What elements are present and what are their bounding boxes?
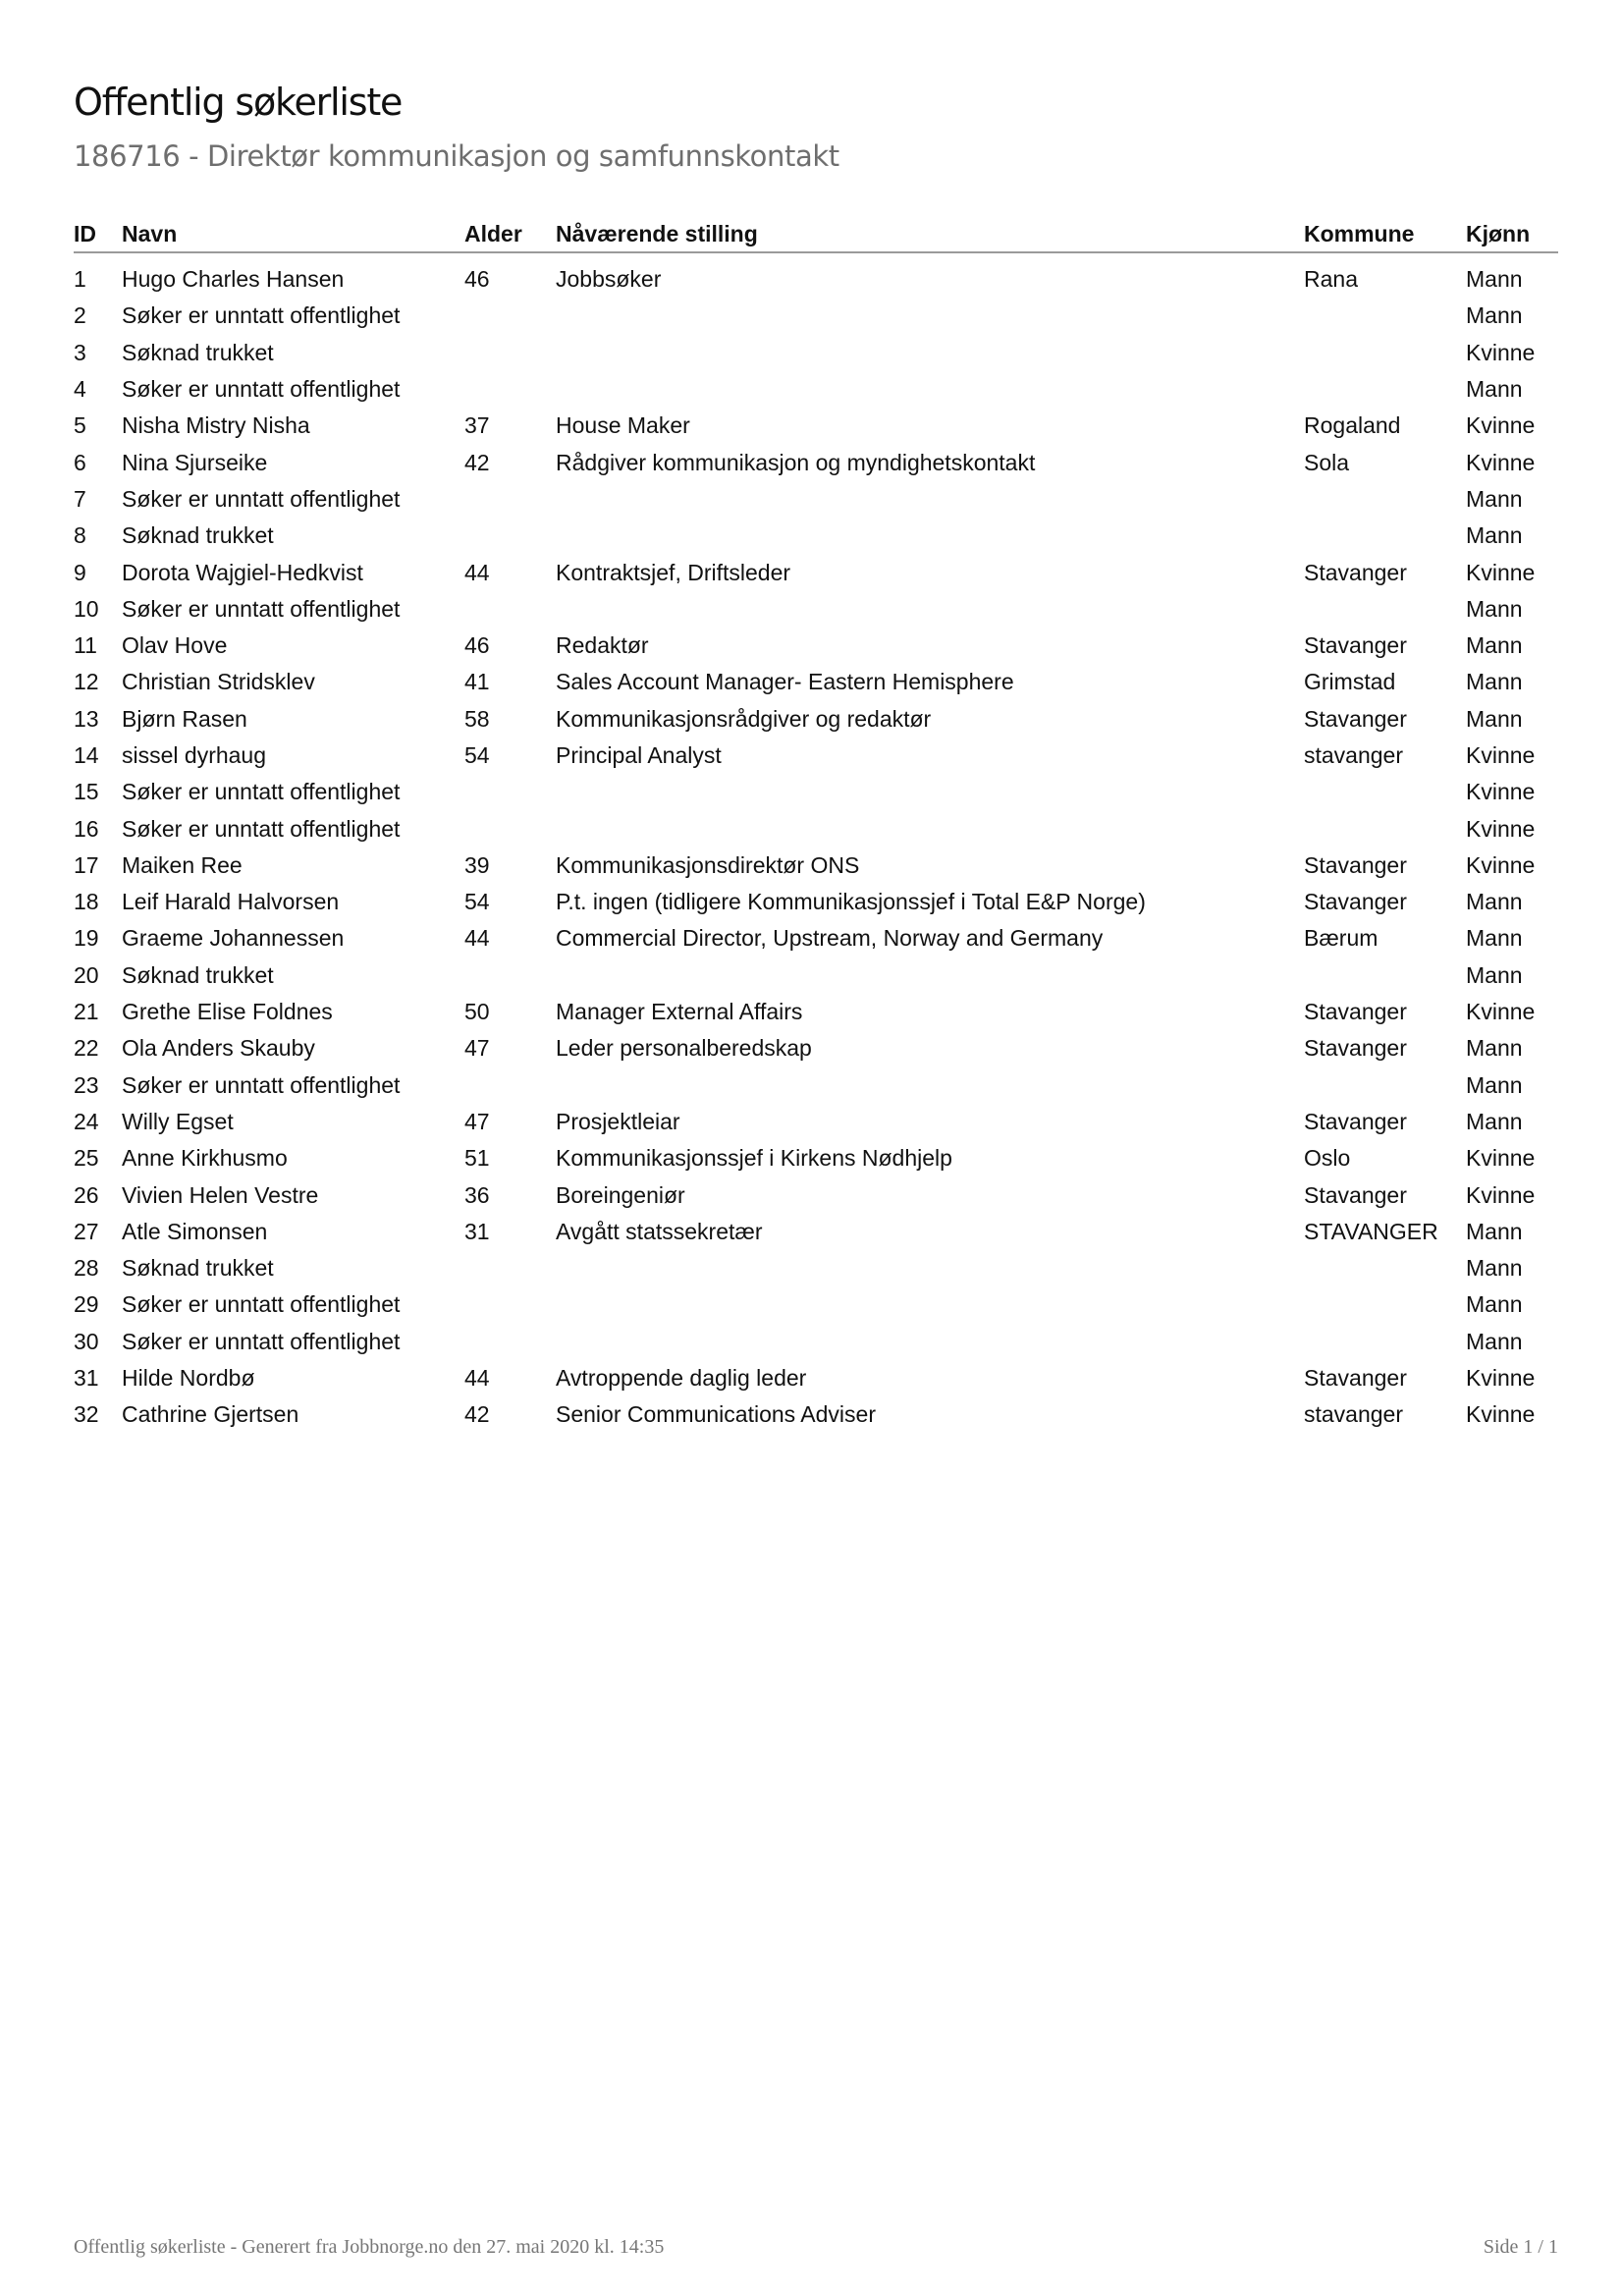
cell-kjonn: Mann — [1466, 1035, 1523, 1062]
table-row — [74, 1286, 1558, 1323]
table-row — [74, 1396, 1558, 1433]
cell-id: 20 — [74, 961, 99, 988]
cell-alder: 54 — [464, 889, 490, 915]
cell-navn: Maiken Ree — [122, 851, 243, 878]
table-row — [74, 628, 1558, 664]
table-row — [74, 298, 1558, 334]
cell-kjonn: Mann — [1466, 632, 1523, 659]
cell-kommune: stavanger — [1304, 742, 1404, 768]
cell-alder: 44 — [464, 925, 490, 952]
table-row — [74, 920, 1558, 957]
cell-kjonn: Kvinne — [1466, 1401, 1536, 1428]
cell-navn: Cathrine Gjertsen — [122, 1401, 299, 1428]
cell-stilling: Avtroppende daglig leder — [556, 1365, 807, 1392]
applicant-table-body — [74, 252, 1558, 1434]
cell-id: 6 — [74, 449, 86, 475]
cell-stilling: Senior Communications Adviser — [556, 1401, 876, 1428]
cell-stilling — [556, 371, 1304, 408]
page-subtitle: 186716 - Direktør kommunikasjon og samfunnskontakt — [74, 139, 839, 173]
cell-kjonn: Kvinne — [1466, 1365, 1536, 1392]
cell-kjonn: Mann — [1466, 485, 1523, 512]
cell-kjonn: Mann — [1466, 1218, 1523, 1244]
cell-alder: 44 — [464, 1365, 490, 1392]
cell-id: 32 — [74, 1401, 99, 1428]
cell-stilling: Kontraktsjef, Driftsleder — [556, 559, 791, 585]
cell-stilling — [556, 298, 1304, 334]
cell-kommune — [1304, 774, 1466, 810]
cell-kommune — [1304, 518, 1466, 554]
table-row — [74, 252, 1558, 298]
cell-alder — [464, 371, 556, 408]
cell-kjonn: Mann — [1466, 669, 1523, 695]
cell-navn: Bjørn Rasen — [122, 705, 247, 732]
cell-alder: 31 — [464, 1218, 490, 1244]
cell-navn: Anne Kirkhusmo — [122, 1145, 288, 1172]
cell-navn: Søker er unntatt offentlighet — [122, 595, 401, 622]
table-row — [74, 1140, 1558, 1176]
cell-kjonn: Mann — [1466, 302, 1523, 329]
table-row — [74, 554, 1558, 590]
cell-id: 5 — [74, 412, 86, 439]
cell-alder — [464, 1250, 556, 1286]
cell-stilling: Manager External Affairs — [556, 999, 803, 1025]
cell-kommune: Stavanger — [1304, 851, 1407, 878]
cell-id: 11 — [74, 632, 97, 659]
cell-id: 2 — [74, 302, 86, 329]
cell-kjonn: Mann — [1466, 1291, 1523, 1318]
cell-kommune: Stavanger — [1304, 632, 1407, 659]
cell-kjonn: Kvinne — [1466, 1145, 1536, 1172]
cell-kjonn: Mann — [1466, 961, 1523, 988]
table-row — [74, 1360, 1558, 1396]
cell-alder — [464, 1324, 556, 1360]
table-row — [74, 335, 1558, 371]
cell-alder: 46 — [464, 266, 490, 293]
cell-navn: Vivien Helen Vestre — [122, 1181, 319, 1208]
table-row — [74, 591, 1558, 628]
cell-stilling — [556, 957, 1304, 994]
cell-navn: Hilde Nordbø — [122, 1365, 255, 1392]
cell-alder — [464, 774, 556, 810]
footer-generated-text: Offentlig søkerliste - Generert fra Jobbnorge.no den 27. mai 2020 kl. 14:35 — [74, 2236, 665, 2258]
cell-navn: Grethe Elise Foldnes — [122, 999, 333, 1025]
cell-stilling: Commercial Director, Upstream, Norway and Germany — [556, 925, 1104, 952]
cell-id: 28 — [74, 1255, 99, 1282]
cell-kommune: Stavanger — [1304, 1365, 1407, 1392]
cell-id: 3 — [74, 339, 86, 365]
cell-navn: Søker er unntatt offentlighet — [122, 302, 401, 329]
cell-id: 8 — [74, 522, 86, 549]
cell-kommune: Stavanger — [1304, 559, 1407, 585]
cell-kjonn: Kvinne — [1466, 815, 1536, 842]
column-header-alder: Alder — [464, 214, 556, 252]
cell-navn: Søknad trukket — [122, 1255, 274, 1282]
cell-kommune: Bærum — [1304, 925, 1379, 952]
cell-alder: 36 — [464, 1181, 490, 1208]
cell-stilling: House Maker — [556, 412, 690, 439]
cell-kommune: Stavanger — [1304, 999, 1407, 1025]
cell-navn: Ola Anders Skauby — [122, 1035, 315, 1062]
cell-kommune — [1304, 335, 1466, 371]
table-row — [74, 1250, 1558, 1286]
cell-id: 16 — [74, 815, 99, 842]
cell-kjonn: Mann — [1466, 705, 1523, 732]
cell-stilling: Leder personalberedskap — [556, 1035, 812, 1062]
cell-alder — [464, 335, 556, 371]
cell-id: 22 — [74, 1035, 99, 1062]
cell-kommune — [1304, 371, 1466, 408]
cell-navn: Leif Harald Halvorsen — [122, 889, 340, 915]
column-header-navn: Navn — [122, 214, 464, 252]
cell-id: 21 — [74, 999, 99, 1025]
cell-navn: Willy Egset — [122, 1108, 234, 1134]
table-row — [74, 481, 1558, 518]
cell-stilling — [556, 1250, 1304, 1286]
cell-id: 18 — [74, 889, 99, 915]
table-row — [74, 994, 1558, 1030]
table-row — [74, 444, 1558, 480]
cell-kjonn: Kvinne — [1466, 779, 1536, 805]
cell-id: 15 — [74, 779, 99, 805]
cell-navn: Søker er unntatt offentlighet — [122, 815, 401, 842]
cell-id: 19 — [74, 925, 99, 952]
cell-navn: Nisha Mistry Nisha — [122, 412, 310, 439]
table-row — [74, 1214, 1558, 1250]
table-row — [74, 1030, 1558, 1066]
cell-stilling: Rådgiver kommunikasjon og myndighetskontakt — [556, 449, 1036, 475]
cell-kjonn: Mann — [1466, 925, 1523, 952]
cell-alder: 47 — [464, 1108, 490, 1134]
cell-navn: Nina Sjurseike — [122, 449, 268, 475]
cell-kjonn: Mann — [1466, 522, 1523, 549]
table-row — [74, 371, 1558, 408]
table-row — [74, 774, 1558, 810]
table-row — [74, 664, 1558, 700]
cell-navn: Olav Hove — [122, 632, 228, 659]
page-title: Offentlig søkerliste — [74, 81, 403, 124]
cell-stilling — [556, 481, 1304, 518]
cell-stilling — [556, 591, 1304, 628]
table-row — [74, 701, 1558, 738]
cell-stilling: Redaktør — [556, 632, 649, 659]
table-row — [74, 1104, 1558, 1140]
cell-kjonn: Kvinne — [1466, 999, 1536, 1025]
cell-alder: 51 — [464, 1145, 490, 1172]
cell-stilling: Kommunikasjonsdirektør ONS — [556, 851, 860, 878]
cell-kommune — [1304, 481, 1466, 518]
cell-id: 13 — [74, 705, 99, 732]
cell-id: 4 — [74, 376, 86, 403]
cell-stilling: Boreingeniør — [556, 1181, 685, 1208]
cell-stilling: Avgått statssekretær — [556, 1218, 763, 1244]
cell-alder — [464, 1286, 556, 1323]
cell-kommune: Rogaland — [1304, 412, 1401, 439]
cell-kommune: Oslo — [1304, 1145, 1351, 1172]
cell-alder: 54 — [464, 742, 490, 768]
cell-kommune: stavanger — [1304, 1401, 1404, 1428]
cell-kjonn: Mann — [1466, 1328, 1523, 1354]
cell-kommune — [1304, 957, 1466, 994]
cell-kjonn: Kvinne — [1466, 559, 1536, 585]
cell-alder: 39 — [464, 851, 490, 878]
table-row — [74, 847, 1558, 884]
footer-page-number: Side 1 / 1 — [1483, 2236, 1558, 2258]
table-row — [74, 1067, 1558, 1104]
cell-navn: Søker er unntatt offentlighet — [122, 1071, 401, 1098]
cell-kjonn: Kvinne — [1466, 851, 1536, 878]
cell-kjonn: Mann — [1466, 889, 1523, 915]
cell-kommune — [1304, 1324, 1466, 1360]
cell-id: 25 — [74, 1145, 99, 1172]
cell-kommune: Stavanger — [1304, 1181, 1407, 1208]
cell-stilling: Principal Analyst — [556, 742, 722, 768]
cell-stilling — [556, 1067, 1304, 1104]
applicant-table — [74, 214, 1558, 1434]
cell-navn: Christian Stridsklev — [122, 669, 315, 695]
cell-navn: Søker er unntatt offentlighet — [122, 779, 401, 805]
cell-alder — [464, 518, 556, 554]
cell-kjonn: Mann — [1466, 266, 1523, 293]
table-row — [74, 810, 1558, 847]
table-row — [74, 518, 1558, 554]
column-header-kommune: Kommune — [1304, 214, 1466, 252]
cell-navn: Søker er unntatt offentlighet — [122, 1291, 401, 1318]
cell-stilling — [556, 335, 1304, 371]
cell-navn: Hugo Charles Hansen — [122, 266, 345, 293]
cell-kjonn: Mann — [1466, 1108, 1523, 1134]
cell-alder: 42 — [464, 1401, 490, 1428]
cell-kommune: STAVANGER — [1304, 1218, 1438, 1244]
cell-alder: 46 — [464, 632, 490, 659]
table-row — [74, 957, 1558, 994]
cell-navn: Søker er unntatt offentlighet — [122, 376, 401, 403]
cell-kommune: Sola — [1304, 449, 1350, 475]
cell-kjonn: Kvinne — [1466, 339, 1536, 365]
cell-alder: 50 — [464, 999, 490, 1025]
cell-alder: 58 — [464, 705, 490, 732]
cell-id: 27 — [74, 1218, 99, 1244]
cell-id: 10 — [74, 595, 99, 622]
cell-kommune — [1304, 298, 1466, 334]
table-row — [74, 884, 1558, 920]
cell-id: 23 — [74, 1071, 99, 1098]
cell-kjonn: Kvinne — [1466, 742, 1536, 768]
table-row — [74, 738, 1558, 774]
cell-stilling: Sales Account Manager- Eastern Hemisphere — [556, 669, 1014, 695]
cell-kommune: Stavanger — [1304, 889, 1407, 915]
cell-alder: 37 — [464, 412, 490, 439]
column-header-kjonn: Kjønn — [1466, 214, 1558, 252]
cell-navn: Søker er unntatt offentlighet — [122, 1328, 401, 1354]
cell-id: 30 — [74, 1328, 99, 1354]
cell-kjonn: Kvinne — [1466, 449, 1536, 475]
cell-navn: Søknad trukket — [122, 961, 274, 988]
cell-stilling: Prosjektleiar — [556, 1108, 680, 1134]
table-row — [74, 408, 1558, 444]
cell-alder: 42 — [464, 449, 490, 475]
column-header-stilling: Nåværende stilling — [556, 214, 1304, 252]
cell-alder: 47 — [464, 1035, 490, 1062]
cell-id: 24 — [74, 1108, 99, 1134]
table-row — [74, 1324, 1558, 1360]
cell-alder — [464, 298, 556, 334]
cell-navn: Atle Simonsen — [122, 1218, 268, 1244]
cell-navn: sissel dyrhaug — [122, 742, 267, 768]
cell-kommune — [1304, 810, 1466, 847]
cell-stilling — [556, 1324, 1304, 1360]
cell-id: 12 — [74, 669, 99, 695]
cell-stilling — [556, 1286, 1304, 1323]
cell-id: 29 — [74, 1291, 99, 1318]
cell-id: 9 — [74, 559, 86, 585]
table-row — [74, 1176, 1558, 1213]
cell-kommune: Stavanger — [1304, 1108, 1407, 1134]
cell-stilling — [556, 774, 1304, 810]
cell-kommune — [1304, 1067, 1466, 1104]
cell-kommune — [1304, 1250, 1466, 1286]
cell-navn: Søker er unntatt offentlighet — [122, 485, 401, 512]
cell-id: 17 — [74, 851, 99, 878]
cell-kjonn: Mann — [1466, 1255, 1523, 1282]
column-header-id: ID — [74, 214, 122, 252]
cell-stilling: Kommunikasjonssjef i Kirkens Nødhjelp — [556, 1145, 952, 1172]
cell-navn: Dorota Wajgiel-Hedkvist — [122, 559, 363, 585]
cell-kommune: Stavanger — [1304, 1035, 1407, 1062]
cell-kommune: Grimstad — [1304, 669, 1396, 695]
cell-alder — [464, 481, 556, 518]
cell-kjonn: Mann — [1466, 595, 1523, 622]
table-header-row — [74, 214, 1558, 252]
cell-kjonn: Mann — [1466, 1071, 1523, 1098]
cell-id: 26 — [74, 1181, 99, 1208]
cell-kommune: Rana — [1304, 266, 1358, 293]
cell-stilling: Jobbsøker — [556, 266, 662, 293]
cell-id: 7 — [74, 485, 86, 512]
cell-stilling: P.t. ingen (tidligere Kommunikasjonssjef i Total E&P Norge) — [556, 889, 1146, 915]
cell-id: 31 — [74, 1365, 99, 1392]
cell-kjonn: Kvinne — [1466, 1181, 1536, 1208]
cell-kommune — [1304, 1286, 1466, 1323]
cell-kjonn: Mann — [1466, 376, 1523, 403]
cell-kjonn: Kvinne — [1466, 412, 1536, 439]
cell-alder: 44 — [464, 559, 490, 585]
cell-kommune: Stavanger — [1304, 705, 1407, 732]
cell-navn: Søknad trukket — [122, 339, 274, 365]
cell-navn: Søknad trukket — [122, 522, 274, 549]
cell-alder — [464, 810, 556, 847]
cell-navn: Graeme Johannessen — [122, 925, 345, 952]
cell-id: 1 — [74, 266, 86, 293]
cell-kommune — [1304, 591, 1466, 628]
cell-stilling: Kommunikasjonsrådgiver og redaktør — [556, 705, 932, 732]
cell-alder — [464, 957, 556, 994]
cell-id: 14 — [74, 742, 99, 768]
cell-alder — [464, 591, 556, 628]
cell-stilling — [556, 518, 1304, 554]
cell-alder: 41 — [464, 669, 490, 695]
cell-alder — [464, 1067, 556, 1104]
cell-stilling — [556, 810, 1304, 847]
